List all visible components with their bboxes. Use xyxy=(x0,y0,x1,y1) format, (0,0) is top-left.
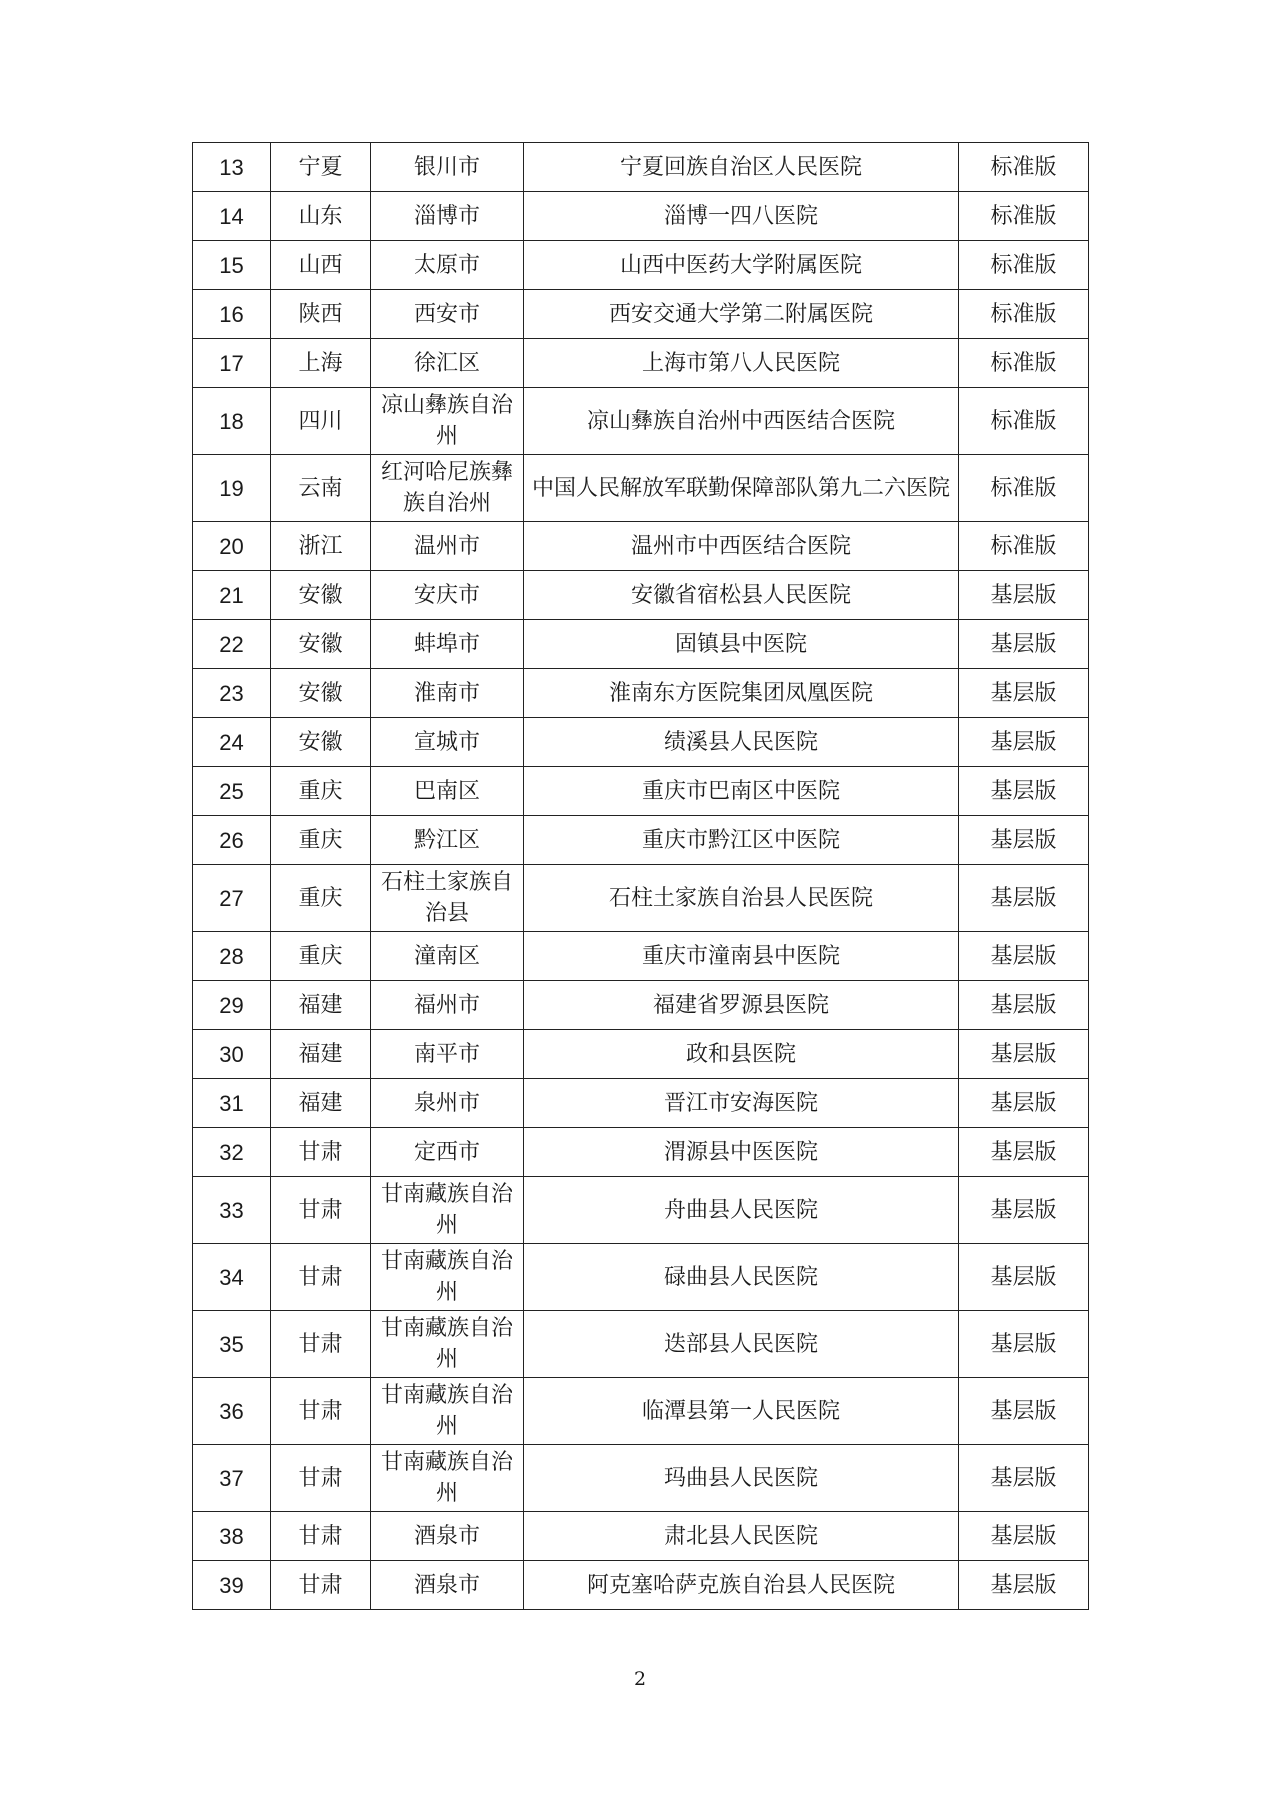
table-row xyxy=(193,816,1089,865)
province-cell: 云南 xyxy=(271,455,371,522)
version-cell: 标准版 xyxy=(959,339,1089,388)
province-cell: 甘肃 xyxy=(271,1244,371,1311)
table-row xyxy=(193,192,1089,241)
version-cell: 标准版 xyxy=(959,241,1089,290)
city-cell: 石柱土家族自治县 xyxy=(371,865,524,932)
version-cell: 标准版 xyxy=(959,192,1089,241)
row-number-cell: 35 xyxy=(193,1311,271,1378)
city-cell: 蚌埠市 xyxy=(371,620,524,669)
row-number-cell: 14 xyxy=(193,192,271,241)
table-row xyxy=(193,1079,1089,1128)
table-row xyxy=(193,1311,1089,1378)
province-cell: 安徽 xyxy=(271,571,371,620)
row-number-cell: 36 xyxy=(193,1378,271,1445)
row-number-cell: 18 xyxy=(193,388,271,455)
city-cell: 甘南藏族自治州 xyxy=(371,1177,524,1244)
province-cell: 重庆 xyxy=(271,767,371,816)
row-number-cell: 20 xyxy=(193,522,271,571)
province-cell: 陕西 xyxy=(271,290,371,339)
table-row xyxy=(193,455,1089,522)
table-row xyxy=(193,1512,1089,1561)
city-cell: 淮南市 xyxy=(371,669,524,718)
table-row xyxy=(193,388,1089,455)
hospital-name-cell: 重庆市巴南区中医院 xyxy=(524,767,959,816)
row-number-cell: 28 xyxy=(193,932,271,981)
city-cell: 宣城市 xyxy=(371,718,524,767)
hospital-name-cell: 重庆市黔江区中医院 xyxy=(524,816,959,865)
hospital-name-cell: 舟曲县人民医院 xyxy=(524,1177,959,1244)
hospital-table xyxy=(192,142,1089,1610)
province-cell: 甘肃 xyxy=(271,1378,371,1445)
hospital-name-cell: 温州市中西医结合医院 xyxy=(524,522,959,571)
hospital-name-cell: 西安交通大学第二附属医院 xyxy=(524,290,959,339)
hospital-name-cell: 上海市第八人民医院 xyxy=(524,339,959,388)
version-cell: 基层版 xyxy=(959,816,1089,865)
version-cell: 基层版 xyxy=(959,669,1089,718)
city-cell: 福州市 xyxy=(371,981,524,1030)
row-number-cell: 22 xyxy=(193,620,271,669)
province-cell: 重庆 xyxy=(271,816,371,865)
hospital-name-cell: 固镇县中医院 xyxy=(524,620,959,669)
province-cell: 四川 xyxy=(271,388,371,455)
hospital-name-cell: 迭部县人民医院 xyxy=(524,1311,959,1378)
version-cell: 基层版 xyxy=(959,718,1089,767)
province-cell: 甘肃 xyxy=(271,1512,371,1561)
row-number-cell: 30 xyxy=(193,1030,271,1079)
city-cell: 银川市 xyxy=(371,143,524,192)
province-cell: 上海 xyxy=(271,339,371,388)
province-cell: 安徽 xyxy=(271,718,371,767)
row-number-cell: 19 xyxy=(193,455,271,522)
row-number-cell: 37 xyxy=(193,1445,271,1512)
page-number: 2 xyxy=(633,1668,647,1690)
province-cell: 山东 xyxy=(271,192,371,241)
city-cell: 徐汇区 xyxy=(371,339,524,388)
province-cell: 福建 xyxy=(271,981,371,1030)
row-number-cell: 23 xyxy=(193,669,271,718)
version-cell: 基层版 xyxy=(959,1177,1089,1244)
table-row xyxy=(193,1561,1089,1610)
row-number-cell: 32 xyxy=(193,1128,271,1177)
city-cell: 酒泉市 xyxy=(371,1561,524,1610)
hospital-name-cell: 重庆市潼南县中医院 xyxy=(524,932,959,981)
version-cell: 基层版 xyxy=(959,1244,1089,1311)
version-cell: 基层版 xyxy=(959,1512,1089,1561)
version-cell: 基层版 xyxy=(959,865,1089,932)
hospital-name-cell: 山西中医药大学附属医院 xyxy=(524,241,959,290)
row-number-cell: 17 xyxy=(193,339,271,388)
version-cell: 标准版 xyxy=(959,290,1089,339)
hospital-name-cell: 安徽省宿松县人民医院 xyxy=(524,571,959,620)
table-row xyxy=(193,718,1089,767)
hospital-name-cell: 福建省罗源县医院 xyxy=(524,981,959,1030)
city-cell: 甘南藏族自治州 xyxy=(371,1311,524,1378)
row-number-cell: 25 xyxy=(193,767,271,816)
version-cell: 基层版 xyxy=(959,1561,1089,1610)
city-cell: 泉州市 xyxy=(371,1079,524,1128)
province-cell: 浙江 xyxy=(271,522,371,571)
table-row xyxy=(193,1030,1089,1079)
city-cell: 甘南藏族自治州 xyxy=(371,1445,524,1512)
version-cell: 基层版 xyxy=(959,1079,1089,1128)
province-cell: 甘肃 xyxy=(271,1311,371,1378)
hospital-name-cell: 绩溪县人民医院 xyxy=(524,718,959,767)
province-cell: 甘肃 xyxy=(271,1445,371,1512)
city-cell: 甘南藏族自治州 xyxy=(371,1378,524,1445)
province-cell: 安徽 xyxy=(271,669,371,718)
hospital-name-cell: 碌曲县人民医院 xyxy=(524,1244,959,1311)
city-cell: 甘南藏族自治州 xyxy=(371,1244,524,1311)
city-cell: 潼南区 xyxy=(371,932,524,981)
version-cell: 基层版 xyxy=(959,932,1089,981)
table-row xyxy=(193,669,1089,718)
province-cell: 重庆 xyxy=(271,865,371,932)
table-row xyxy=(193,241,1089,290)
row-number-cell: 38 xyxy=(193,1512,271,1561)
city-cell: 安庆市 xyxy=(371,571,524,620)
row-number-cell: 39 xyxy=(193,1561,271,1610)
version-cell: 基层版 xyxy=(959,571,1089,620)
version-cell: 基层版 xyxy=(959,1378,1089,1445)
table-row xyxy=(193,865,1089,932)
hospital-name-cell: 阿克塞哈萨克族自治县人民医院 xyxy=(524,1561,959,1610)
city-cell: 巴南区 xyxy=(371,767,524,816)
version-cell: 标准版 xyxy=(959,143,1089,192)
row-number-cell: 24 xyxy=(193,718,271,767)
table-row xyxy=(193,981,1089,1030)
hospital-name-cell: 中国人民解放军联勤保障部队第九二六医院 xyxy=(524,455,959,522)
version-cell: 标准版 xyxy=(959,455,1089,522)
version-cell: 标准版 xyxy=(959,388,1089,455)
city-cell: 凉山彝族自治州 xyxy=(371,388,524,455)
table-row xyxy=(193,1445,1089,1512)
table-row xyxy=(193,143,1089,192)
table-row xyxy=(193,1244,1089,1311)
row-number-cell: 27 xyxy=(193,865,271,932)
hospital-table-body xyxy=(193,143,1089,1610)
row-number-cell: 34 xyxy=(193,1244,271,1311)
table-row xyxy=(193,767,1089,816)
city-cell: 淄博市 xyxy=(371,192,524,241)
hospital-name-cell: 淮南东方医院集团凤凰医院 xyxy=(524,669,959,718)
version-cell: 基层版 xyxy=(959,1030,1089,1079)
province-cell: 福建 xyxy=(271,1030,371,1079)
hospital-name-cell: 石柱土家族自治县人民医院 xyxy=(524,865,959,932)
table-row xyxy=(193,522,1089,571)
province-cell: 甘肃 xyxy=(271,1128,371,1177)
row-number-cell: 15 xyxy=(193,241,271,290)
hospital-name-cell: 渭源县中医医院 xyxy=(524,1128,959,1177)
row-number-cell: 33 xyxy=(193,1177,271,1244)
hospital-name-cell: 晋江市安海医院 xyxy=(524,1079,959,1128)
province-cell: 宁夏 xyxy=(271,143,371,192)
version-cell: 基层版 xyxy=(959,767,1089,816)
province-cell: 福建 xyxy=(271,1079,371,1128)
row-number-cell: 29 xyxy=(193,981,271,1030)
table-row xyxy=(193,620,1089,669)
province-cell: 安徽 xyxy=(271,620,371,669)
table-row xyxy=(193,1177,1089,1244)
city-cell: 南平市 xyxy=(371,1030,524,1079)
province-cell: 甘肃 xyxy=(271,1177,371,1244)
province-cell: 甘肃 xyxy=(271,1561,371,1610)
table-row xyxy=(193,1128,1089,1177)
city-cell: 黔江区 xyxy=(371,816,524,865)
row-number-cell: 31 xyxy=(193,1079,271,1128)
hospital-name-cell: 淄博一四八医院 xyxy=(524,192,959,241)
version-cell: 基层版 xyxy=(959,981,1089,1030)
hospital-name-cell: 肃北县人民医院 xyxy=(524,1512,959,1561)
table-row xyxy=(193,571,1089,620)
version-cell: 基层版 xyxy=(959,620,1089,669)
table-row xyxy=(193,1378,1089,1445)
row-number-cell: 16 xyxy=(193,290,271,339)
hospital-name-cell: 临潭县第一人民医院 xyxy=(524,1378,959,1445)
city-cell: 红河哈尼族彝族自治州 xyxy=(371,455,524,522)
version-cell: 基层版 xyxy=(959,1128,1089,1177)
table-row xyxy=(193,339,1089,388)
row-number-cell: 26 xyxy=(193,816,271,865)
row-number-cell: 21 xyxy=(193,571,271,620)
province-cell: 山西 xyxy=(271,241,371,290)
version-cell: 基层版 xyxy=(959,1445,1089,1512)
version-cell: 标准版 xyxy=(959,522,1089,571)
city-cell: 西安市 xyxy=(371,290,524,339)
city-cell: 酒泉市 xyxy=(371,1512,524,1561)
city-cell: 定西市 xyxy=(371,1128,524,1177)
version-cell: 基层版 xyxy=(959,1311,1089,1378)
row-number-cell: 13 xyxy=(193,143,271,192)
hospital-name-cell: 凉山彝族自治州中西医结合医院 xyxy=(524,388,959,455)
table-row xyxy=(193,290,1089,339)
hospital-name-cell: 玛曲县人民医院 xyxy=(524,1445,959,1512)
table-row xyxy=(193,932,1089,981)
hospital-name-cell: 政和县医院 xyxy=(524,1030,959,1079)
province-cell: 重庆 xyxy=(271,932,371,981)
hospital-name-cell: 宁夏回族自治区人民医院 xyxy=(524,143,959,192)
city-cell: 温州市 xyxy=(371,522,524,571)
city-cell: 太原市 xyxy=(371,241,524,290)
